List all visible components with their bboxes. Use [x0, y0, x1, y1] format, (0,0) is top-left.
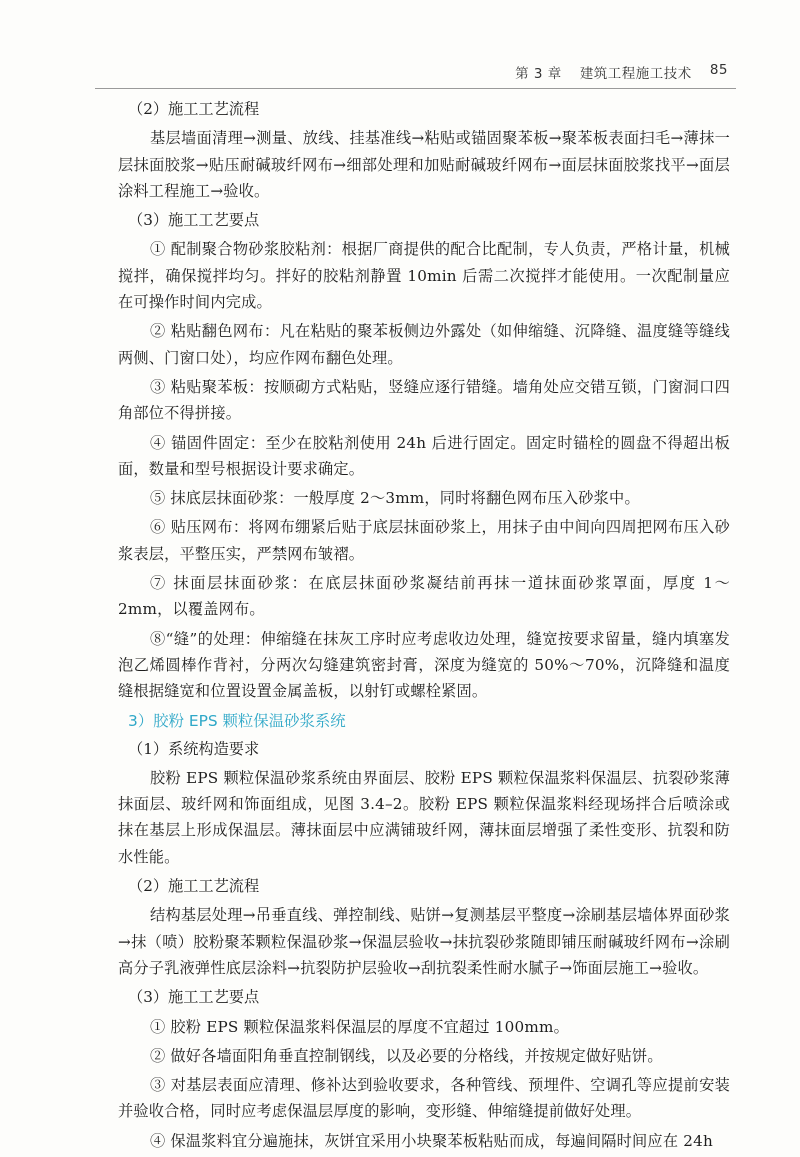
paragraph: ⑧“缝”的处理：伸缩缝在抹灰工序时应考虑收边处理，缝宽按要求留量，缝内填塞发泡乙烯圆棒作背衬，分两次勾缝建筑密封膏，深度为缝宽的 50%～70%，沉降缝和温度缝根据缝宽和位置设置金属盖板，以射钉或螺栓紧固。: [118, 629, 730, 701]
page-header: [0, 0, 800, 92]
paragraph: ② 做好各墙面阳角垂直控制钢线，以及必要的分格线，并按规定做好贴饼。: [150, 1046, 663, 1065]
subheading-key-points: （3）施工工艺要点: [128, 988, 260, 1007]
subheading-process: （2）施工工艺流程: [128, 100, 260, 118]
running-head: [515, 62, 728, 82]
paragraph: 基层墙面清理→测量、放线、挂基准线→粘贴或锚固聚苯板→聚苯板表面扫毛→薄抹一层抹面胶浆→贴压耐碱玻纤网布→细部处理和加贴耐碱玻纤网布→面层抹面胶浆找平→面层涂料工程施工→验收。: [118, 129, 730, 200]
header-rule: [95, 88, 736, 89]
paragraph: ⑥ 贴压网布：将网布绷紧后贴于底层抹面砂浆上，用抹子由中间向四周把网布压入砂浆表层，平整压实，严禁网布皱褶。: [118, 518, 730, 563]
paragraph: ⑦ 抹面层抹面砂浆：在底层抹面砂浆凝结前再抹一道抹面砂浆罩面，厚度 1～2mm，以覆盖网布。: [118, 574, 730, 619]
subheading-process: （2）施工工艺流程: [128, 877, 260, 896]
paragraph: ① 配制聚合物砂浆胶粘剂：根据厂商提供的配合比配制，专人负责，严格计量，机械搅拌，确保搅拌均匀。拌好的胶粘剂静置 10min 后需二次搅拌才能使用。一次配制量应在可操作时间内完成。: [118, 240, 730, 312]
paragraph: ④ 锚固件固定：至少在胶粘剂使用 24h 后进行固定。固定时锚栓的圆盘不得超出板面，数量和型号根据设计要求确定。: [118, 433, 730, 478]
page-body: [118, 96, 730, 1157]
subheading-key-points: （3）施工工艺要点: [128, 211, 260, 230]
book-title: 建筑工程施工技术: [579, 66, 692, 82]
paragraph: ③ 粘贴聚苯板：按顺砌方式粘贴，竖缝应逐行错缝。墙角处应交错互锁，门窗洞口四角部位不得拼接。: [118, 377, 730, 423]
paragraph: 胶粉 EPS 颗粒保温砂浆系统由界面层、胶粉 EPS 颗粒保温浆料保温层、抗裂砂浆薄抹面层、玻纤网和饰面组成，见图 3.4–2。胶粉 EPS 颗粒保温浆料经现场拌合后喷涂或抹在基层上形成保温层。薄抹面层中应满铺玻纤网，薄抹面层增强了柔性变形、抗裂和防水性能。: [118, 768, 730, 866]
subheading-system: （1）系统构造要求: [128, 739, 260, 758]
paragraph: ⑤ 抹底层抹面砂浆：一般厚度 2～3mm，同时将翻色网布压入砂浆中。: [150, 489, 640, 508]
page-number: 85: [709, 62, 728, 78]
chapter-label: 第 3 章: [515, 66, 562, 82]
paragraph: ③ 对基层表面应清理、修补达到验收要求，各种管线、预埋件、空调孔等应提前安装并验收合格，同时应考虑保温层厚度的影响，变形缝、伸缩缝提前做好处理。: [118, 1076, 730, 1121]
section-heading: 3）胶粉 EPS 颗粒保温砂浆系统: [128, 711, 346, 730]
paragraph: ① 胶粉 EPS 颗粒保温浆料保温层的厚度不宜超过 100mm。: [150, 1017, 569, 1036]
paragraph: 结构基层处理→吊垂直线、弹控制线、贴饼→复测基层平整度→涂刷基层墙体界面砂浆→抹（喷）胶粉聚苯颗粒保温砂浆→保温层验收→抹抗裂砂浆随即铺压耐碱玻纤网布→涂刷高分子乳液弹性底层涂料→抗裂防护层验收→刮抗裂柔性耐水腻子→饰面层施工→验收。: [118, 906, 730, 977]
paragraph: ④ 保温浆料宜分遍施抹，灰饼宜采用小块聚苯板粘贴而成，每遍间隔时间应在 24h: [150, 1131, 713, 1150]
paragraph: ② 粘贴翻色网布：凡在粘贴的聚苯板侧边外露处（如伸缩缝、沉降缝、温度缝等缝线两侧、门窗口处），均应作网布翻色处理。: [118, 322, 730, 367]
